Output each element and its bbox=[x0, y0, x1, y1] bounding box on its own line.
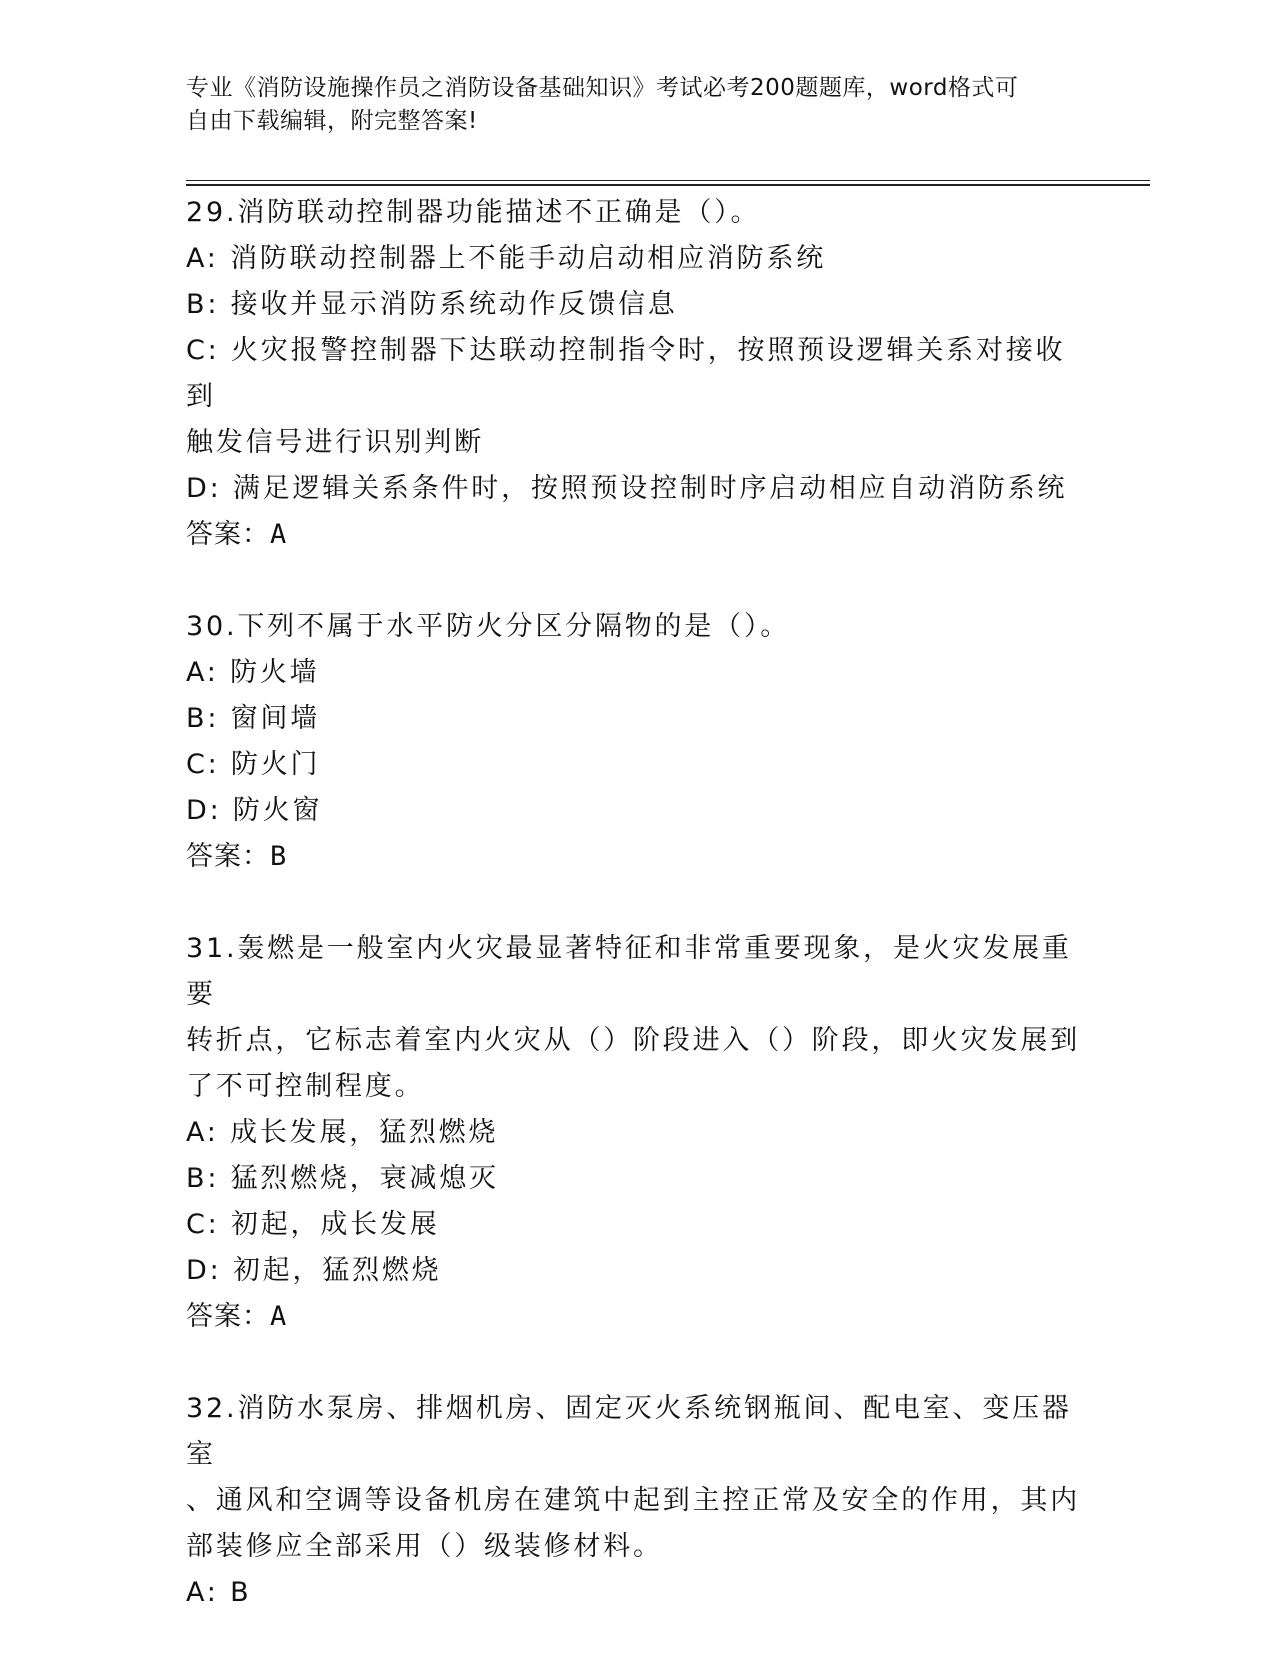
header-line-1: 专业《消防设施操作员之消防设备基础知识》考试必考200题题库，word格式可 bbox=[186, 75, 1019, 101]
answer-label: 答案： bbox=[186, 841, 270, 872]
option-a: A: 防火墙 bbox=[186, 657, 320, 688]
question-stem: 31.轰燃是一般室内火灾最显著特征和非常重要现象，是火灾发展重要 bbox=[186, 933, 1072, 1010]
question-31 bbox=[186, 926, 1086, 1340]
option-c: C: 火灾报警控制器下达联动控制指令时，按照预设逻辑关系对接收到 bbox=[186, 335, 1066, 412]
option-c: C: 初起，成长发展 bbox=[186, 1209, 440, 1240]
answer-value: A bbox=[270, 519, 288, 550]
option-a: A: 成长发展，猛烈燃烧 bbox=[186, 1117, 499, 1148]
option-d: D: 初起，猛烈燃烧 bbox=[186, 1255, 442, 1286]
question-stem-continued: 了不可控制程度。 bbox=[186, 1071, 425, 1102]
option-b: B: 窗间墙 bbox=[186, 703, 321, 734]
option-b: B: 接收并显示消防系统动作反馈信息 bbox=[186, 289, 678, 320]
answer-value: B bbox=[270, 841, 288, 872]
header-divider-thin bbox=[186, 180, 1150, 181]
question-30 bbox=[186, 604, 1086, 880]
question-32 bbox=[186, 1386, 1086, 1616]
question-list bbox=[186, 190, 1086, 1662]
answer-label: 答案： bbox=[186, 519, 270, 550]
answer-line bbox=[186, 1294, 1086, 1340]
option-a: A: 消防联动控制器上不能手动启动相应消防系统 bbox=[186, 243, 827, 274]
document-header bbox=[186, 72, 1066, 138]
header-line-2: 自由下载编辑，附完整答案! bbox=[186, 108, 478, 134]
header-divider-thick bbox=[186, 184, 1150, 186]
question-29 bbox=[186, 190, 1086, 558]
option-c: C: 防火门 bbox=[186, 749, 321, 780]
question-stem: 32.消防水泵房、排烟机房、固定灭火系统钢瓶间、配电室、变压器室 bbox=[186, 1393, 1072, 1470]
answer-line bbox=[186, 512, 1086, 558]
option-c-continued: 触发信号进行识别判断 bbox=[186, 427, 484, 458]
answer-value: A bbox=[270, 1301, 288, 1332]
answer-line bbox=[186, 834, 1086, 880]
question-stem-continued: 转折点，它标志着室内火灾从（）阶段进入（）阶段，即火灾发展到 bbox=[186, 1025, 1080, 1056]
answer-label: 答案： bbox=[186, 1301, 270, 1332]
question-stem: 29.消防联动控制器功能描述不正确是（）。 bbox=[186, 197, 761, 228]
question-stem: 30.下列不属于水平防火分区分隔物的是（）。 bbox=[186, 611, 791, 642]
option-d: D: 防火窗 bbox=[186, 795, 323, 826]
question-stem-continued: 部装修应全部采用（）级装修材料。 bbox=[186, 1531, 663, 1562]
question-stem-continued: 、通风和空调等设备机房在建筑中起到主控正常及安全的作用，其内 bbox=[186, 1485, 1080, 1516]
option-d: D: 满足逻辑关系条件时，按照预设控制时序启动相应自动消防系统 bbox=[186, 473, 1068, 504]
option-a: A: B bbox=[186, 1577, 252, 1608]
option-b: B: 猛烈燃烧，衰减熄灭 bbox=[186, 1163, 499, 1194]
